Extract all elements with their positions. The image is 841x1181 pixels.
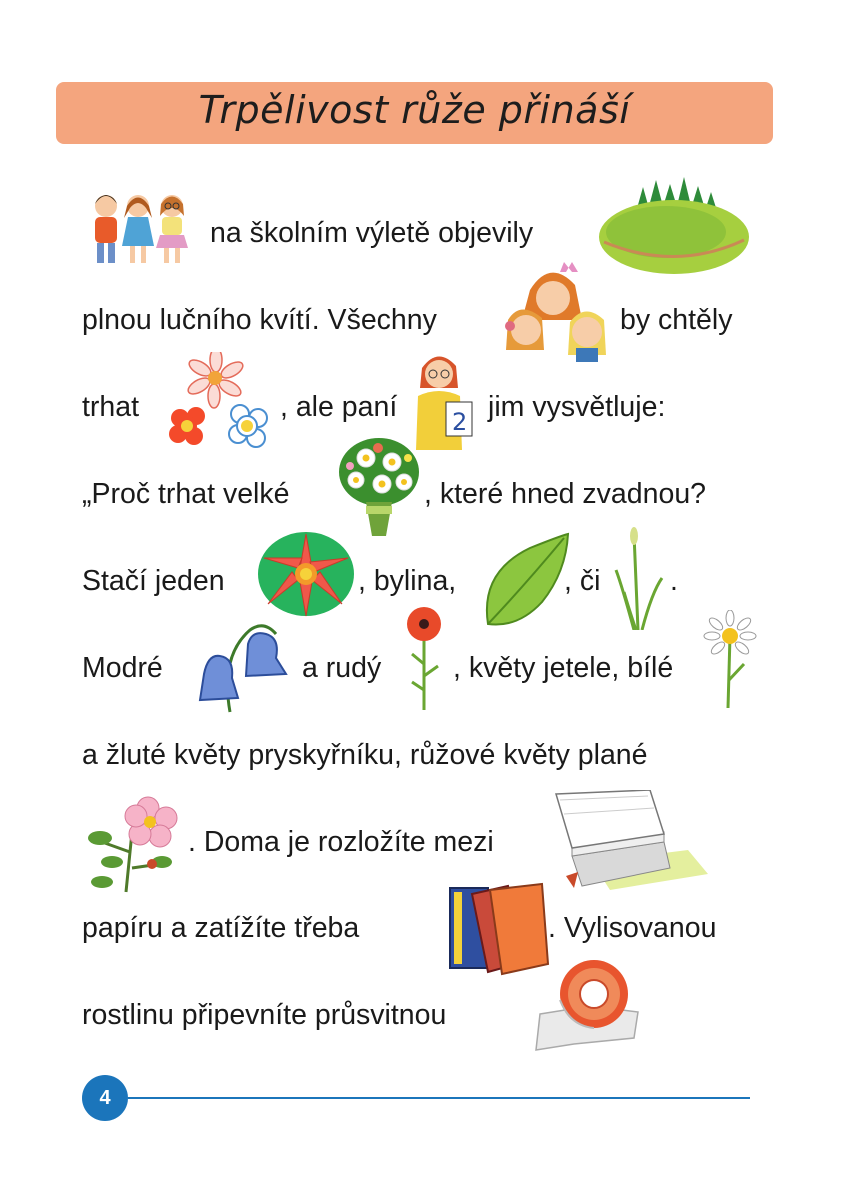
line-3-text-c: jim vysvětluje: [488, 391, 666, 423]
line-9-text-b: . Vylisovanou [548, 912, 717, 944]
paper-stack-icon [552, 790, 712, 894]
tape-icon [530, 954, 644, 1058]
line-5-text-d: . [670, 565, 678, 597]
page-number: 4 [82, 1075, 128, 1121]
title-banner [56, 82, 773, 144]
daisy-icon [700, 610, 758, 710]
line-4-text-b: , které hned zvadnou? [424, 478, 707, 510]
bouquet-icon [336, 436, 422, 539]
poppy-icon [400, 604, 448, 712]
footer-divider [128, 1097, 750, 1099]
flowers-icon [164, 352, 276, 452]
bluebells-icon [190, 616, 294, 714]
line-5-text-b: , bylina, [358, 565, 457, 597]
grass-icon [614, 526, 664, 630]
line-7-text: a žluté květy pryskyřníku, růžové květy plané [82, 739, 648, 771]
line-6-text-c: , květy jetele, bílé [453, 652, 674, 684]
line-6-text-b: a rudý [302, 652, 382, 684]
line-4-text-a: „Proč trhat velké [82, 478, 290, 510]
line-5-text-a: Stačí jeden [82, 565, 225, 597]
line-3-text-b: , ale paní [280, 391, 398, 423]
line-1-text: na školním výletě objevily [210, 217, 534, 249]
line-2-text-b: by chtěly [620, 304, 733, 336]
leaf-icon [480, 532, 572, 632]
children-icon [86, 186, 196, 266]
line-8-text: . Doma je rozložíte mezi [188, 826, 494, 858]
girls-icon [500, 260, 612, 365]
line-9-text-a: papíru a zatížíte třeba [82, 912, 360, 944]
line-6-text-a: Modré [82, 652, 163, 684]
meadow-icon [596, 172, 751, 277]
wild-rose-icon [82, 792, 186, 896]
line-3-text-a: trhat [82, 391, 140, 423]
big-flower-icon [254, 528, 358, 620]
svg-text:2: 2 [452, 408, 468, 436]
page-title: Trpělivost růže přináší [198, 88, 631, 132]
line-2-text-a: plnou lučního kvítí. Všechny [82, 304, 437, 336]
line-5-text-c: , či [564, 565, 601, 597]
line-10-text: rostlinu připevníte průsvitnou [82, 999, 447, 1031]
